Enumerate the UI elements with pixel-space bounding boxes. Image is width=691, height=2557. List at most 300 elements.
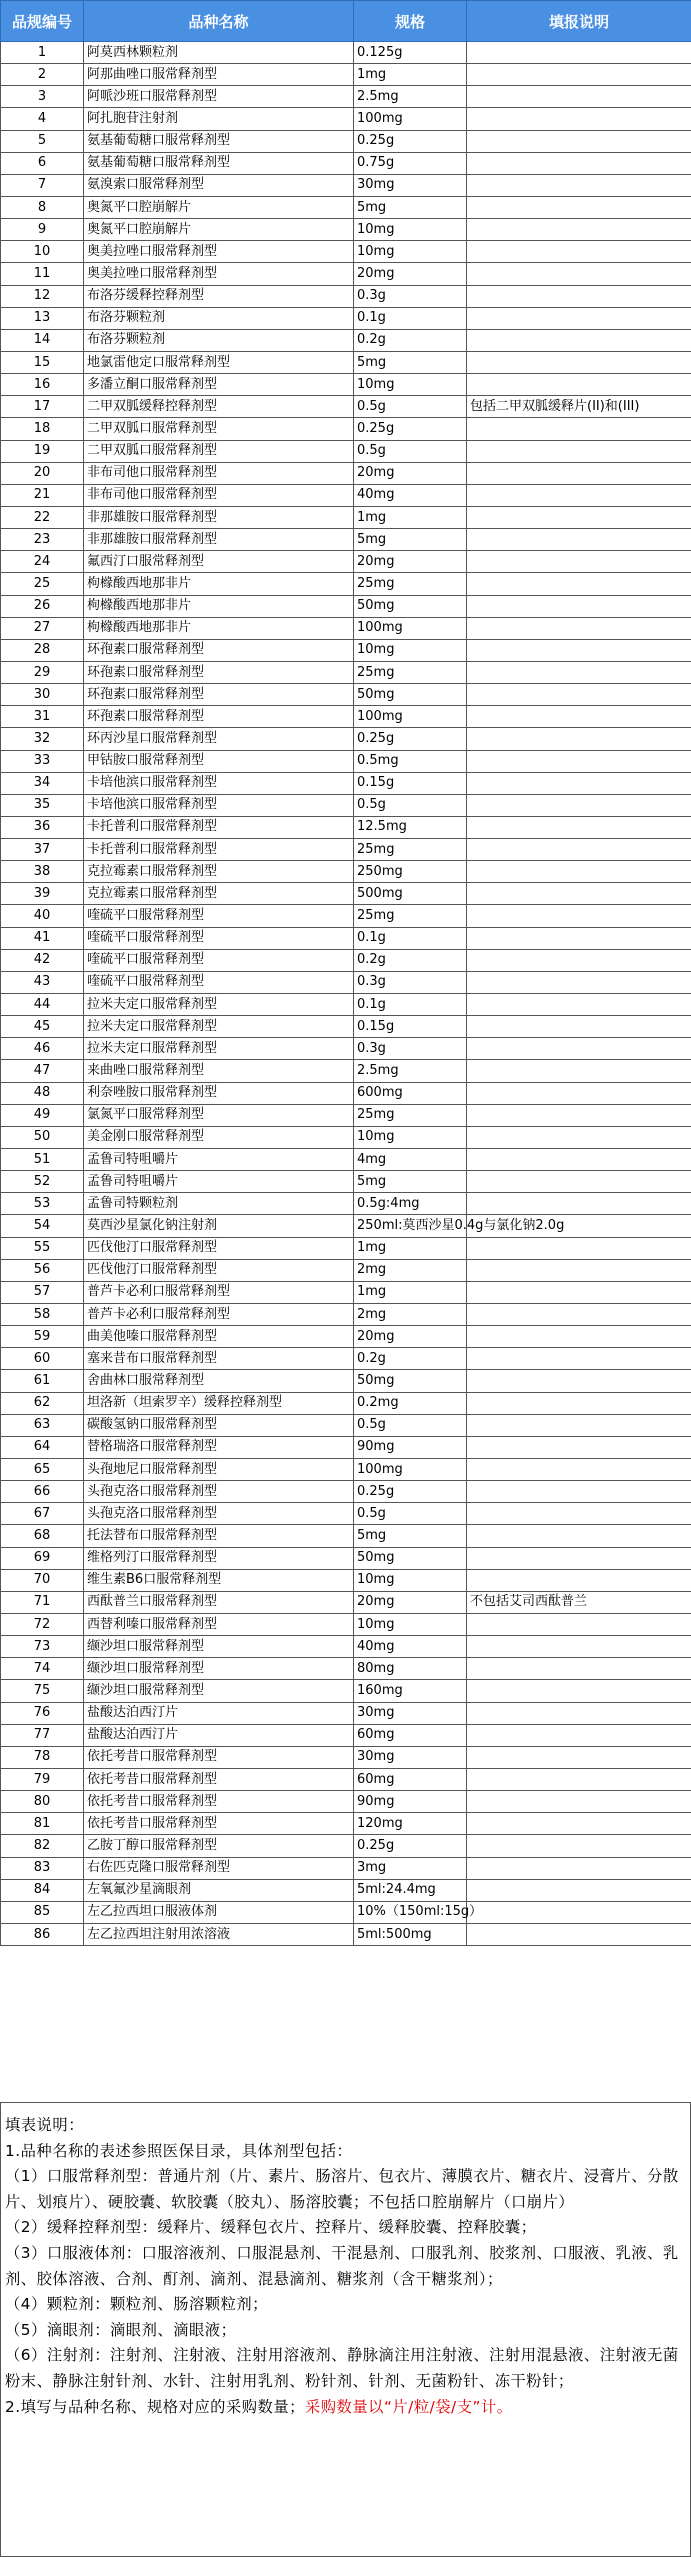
- cell-code: 25: [1, 573, 84, 595]
- table-row: [1, 1038, 691, 1060]
- cell-code: 27: [1, 617, 84, 639]
- cell-code: 40: [1, 905, 84, 927]
- cell-name: 卡托普利口服常释剂型: [84, 816, 354, 838]
- table-row: [1, 396, 691, 418]
- cell-remark: [467, 1636, 691, 1658]
- cell-code: 41: [1, 927, 84, 949]
- cell-spec: 250ml:莫西沙星0.4g与氯化钠2.0g: [354, 1215, 467, 1237]
- cell-code: 76: [1, 1702, 84, 1724]
- table-row: [1, 1746, 691, 1768]
- cell-spec: 1mg: [354, 1237, 467, 1259]
- table-row: [1, 1525, 691, 1547]
- cell-code: 65: [1, 1459, 84, 1481]
- header-remark: 填报说明: [467, 1, 691, 42]
- cell-code: 67: [1, 1503, 84, 1525]
- table-row: [1, 595, 691, 617]
- cell-name: 普芦卡必利口服常释剂型: [84, 1281, 354, 1303]
- table-row: [1, 816, 691, 838]
- cell-name: 喹硫平口服常释剂型: [84, 949, 354, 971]
- cell-name: 西酞普兰口服常释剂型: [84, 1591, 354, 1613]
- table-row: [1, 1060, 691, 1082]
- cell-remark: [467, 351, 691, 373]
- cell-code: 46: [1, 1038, 84, 1060]
- table-row: [1, 1503, 691, 1525]
- cell-remark: [467, 1104, 691, 1126]
- cell-code: 53: [1, 1193, 84, 1215]
- cell-remark: [467, 1038, 691, 1060]
- cell-spec: 0.25g: [354, 130, 467, 152]
- cell-remark: [467, 1658, 691, 1680]
- cell-name: 阿那曲唑口服常释剂型: [84, 64, 354, 86]
- cell-name: 非那雄胺口服常释剂型: [84, 529, 354, 551]
- cell-code: 61: [1, 1370, 84, 1392]
- table-row: [1, 1901, 691, 1923]
- table-row: [1, 794, 691, 816]
- cell-name: 塞来昔布口服常释剂型: [84, 1348, 354, 1370]
- table-row: [1, 1636, 691, 1658]
- cell-name: 环孢素口服常释剂型: [84, 706, 354, 728]
- cell-code: 1: [1, 42, 84, 64]
- cell-remark: 包括二甲双胍缓释片(II)和(III): [467, 396, 691, 418]
- notes-line-6: （5）滴眼剂：滴眼剂、滴眼液；: [5, 2320, 237, 2339]
- cell-remark: [467, 883, 691, 905]
- cell-code: 55: [1, 1237, 84, 1259]
- header-name: 品种名称: [84, 1, 354, 42]
- cell-spec: 500mg: [354, 883, 467, 905]
- table-row: [1, 285, 691, 307]
- cell-spec: 60mg: [354, 1724, 467, 1746]
- cell-name: 莫西沙星氯化钠注射剂: [84, 1215, 354, 1237]
- cell-code: 2: [1, 64, 84, 86]
- cell-spec: 25mg: [354, 905, 467, 927]
- cell-name: 左氧氟沙星滴眼剂: [84, 1879, 354, 1901]
- cell-remark: [467, 1259, 691, 1281]
- notes-line-8a: 2.填写与品种名称、规格对应的采购数量；: [5, 2397, 305, 2416]
- table-row: [1, 1481, 691, 1503]
- cell-remark: [467, 661, 691, 683]
- cell-code: 10: [1, 241, 84, 263]
- cell-spec: 25mg: [354, 1104, 467, 1126]
- cell-code: 81: [1, 1813, 84, 1835]
- table-row: [1, 351, 691, 373]
- cell-remark: [467, 639, 691, 661]
- cell-remark: [467, 1768, 691, 1790]
- cell-spec: 10mg: [354, 1613, 467, 1635]
- cell-code: 12: [1, 285, 84, 307]
- table-row: [1, 639, 691, 661]
- cell-spec: 10mg: [354, 1569, 467, 1591]
- cell-code: 38: [1, 861, 84, 883]
- cell-name: 奥美拉唑口服常释剂型: [84, 241, 354, 263]
- cell-remark: [467, 1304, 691, 1326]
- cell-name: 阿哌沙班口服常释剂型: [84, 86, 354, 108]
- cell-name: 西替利嗪口服常释剂型: [84, 1613, 354, 1635]
- cell-name: 环孢素口服常释剂型: [84, 639, 354, 661]
- cell-name: 利奈唑胺口服常释剂型: [84, 1082, 354, 1104]
- cell-spec: 20mg: [354, 263, 467, 285]
- cell-spec: 12.5mg: [354, 816, 467, 838]
- cell-remark: [467, 484, 691, 506]
- table-row: [1, 196, 691, 218]
- table-row: [1, 86, 691, 108]
- cell-code: 56: [1, 1259, 84, 1281]
- cell-spec: 20mg: [354, 1326, 467, 1348]
- table-row: [1, 241, 691, 263]
- cell-remark: [467, 1193, 691, 1215]
- cell-spec: 50mg: [354, 595, 467, 617]
- cell-code: 74: [1, 1658, 84, 1680]
- table-row: [1, 1613, 691, 1635]
- cell-name: 拉米夫定口服常释剂型: [84, 994, 354, 1016]
- cell-remark: [467, 1459, 691, 1481]
- cell-spec: 10mg: [354, 219, 467, 241]
- table-row: [1, 1304, 691, 1326]
- cell-code: 37: [1, 839, 84, 861]
- cell-remark: [467, 1326, 691, 1348]
- cell-remark: [467, 1923, 691, 1945]
- cell-code: 35: [1, 794, 84, 816]
- cell-spec: 2mg: [354, 1259, 467, 1281]
- cell-spec: 0.25g: [354, 1835, 467, 1857]
- cell-code: 26: [1, 595, 84, 617]
- notes-line-4: （3）口服液体剂：口服溶液剂、口服混悬剂、干混悬剂、口服乳剂、胶浆剂、口服液、乳液、乳剂、胶体溶液、合剂、酊剂、滴剂、混悬滴剂、糖浆剂（含干糖浆剂）；: [5, 2243, 679, 2288]
- cell-name: 舍曲林口服常释剂型: [84, 1370, 354, 1392]
- table-row: [1, 1414, 691, 1436]
- cell-remark: [467, 1082, 691, 1104]
- cell-name: 地氯雷他定口服常释剂型: [84, 351, 354, 373]
- cell-name: 匹伐他汀口服常释剂型: [84, 1237, 354, 1259]
- table-row: [1, 1923, 691, 1945]
- table-row: [1, 1569, 691, 1591]
- cell-spec: 5mg: [354, 196, 467, 218]
- table-row: [1, 927, 691, 949]
- table-row: [1, 1171, 691, 1193]
- cell-name: 孟鲁司特颗粒剂: [84, 1193, 354, 1215]
- table-row: [1, 174, 691, 196]
- cell-code: 82: [1, 1835, 84, 1857]
- cell-code: 60: [1, 1348, 84, 1370]
- cell-code: 36: [1, 816, 84, 838]
- cell-code: 57: [1, 1281, 84, 1303]
- cell-code: 9: [1, 219, 84, 241]
- cell-spec: 5ml:24.4mg: [354, 1879, 467, 1901]
- cell-remark: [467, 241, 691, 263]
- cell-name: 普芦卡必利口服常释剂型: [84, 1304, 354, 1326]
- cell-code: 13: [1, 307, 84, 329]
- cell-name: 布洛芬颗粒剂: [84, 307, 354, 329]
- notes-title: 填表说明：: [5, 2116, 84, 2134]
- cell-spec: 0.1g: [354, 994, 467, 1016]
- table-row: [1, 64, 691, 86]
- cell-name: 奥氮平口腔崩解片: [84, 219, 354, 241]
- cell-code: 69: [1, 1547, 84, 1569]
- cell-remark: [467, 905, 691, 927]
- cell-code: 16: [1, 374, 84, 396]
- cell-remark: [467, 750, 691, 772]
- cell-code: 7: [1, 174, 84, 196]
- cell-remark: [467, 285, 691, 307]
- cell-name: 环孢素口服常释剂型: [84, 661, 354, 683]
- cell-spec: 60mg: [354, 1768, 467, 1790]
- table-row: [1, 1680, 691, 1702]
- cell-code: 75: [1, 1680, 84, 1702]
- table-row: [1, 1326, 691, 1348]
- table-row: [1, 374, 691, 396]
- cell-code: 77: [1, 1724, 84, 1746]
- cell-code: 66: [1, 1481, 84, 1503]
- cell-name: 乙胺丁醇口服常释剂型: [84, 1835, 354, 1857]
- cell-spec: 20mg: [354, 462, 467, 484]
- cell-remark: [467, 1481, 691, 1503]
- cell-remark: [467, 617, 691, 639]
- table-row: [1, 1281, 691, 1303]
- cell-spec: 50mg: [354, 1547, 467, 1569]
- notes-line-3: （2）缓释控释剂型：缓释片、缓释包衣片、控释片、缓释胶囊、控释胶囊；: [5, 2218, 537, 2237]
- table-row: [1, 484, 691, 506]
- table-row: [1, 1459, 691, 1481]
- cell-remark: [467, 1835, 691, 1857]
- cell-spec: 0.2g: [354, 949, 467, 971]
- cell-code: 86: [1, 1923, 84, 1945]
- cell-remark: [467, 1702, 691, 1724]
- cell-remark: [467, 440, 691, 462]
- cell-code: 72: [1, 1613, 84, 1635]
- cell-name: 二甲双胍口服常释剂型: [84, 440, 354, 462]
- table-row: [1, 1149, 691, 1171]
- cell-remark: [467, 329, 691, 351]
- cell-spec: 0.25g: [354, 1481, 467, 1503]
- notes-section: [0, 2102, 691, 2557]
- cell-remark: [467, 1525, 691, 1547]
- cell-remark: [467, 462, 691, 484]
- cell-name: 喹硫平口服常释剂型: [84, 971, 354, 993]
- cell-spec: 20mg: [354, 1591, 467, 1613]
- cell-code: 80: [1, 1791, 84, 1813]
- cell-name: 阿扎胞苷注射剂: [84, 108, 354, 130]
- table-row: [1, 1104, 691, 1126]
- cell-name: 布洛芬颗粒剂: [84, 329, 354, 351]
- cell-spec: 0.75g: [354, 152, 467, 174]
- cell-name: 非那雄胺口服常释剂型: [84, 506, 354, 528]
- cell-remark: [467, 816, 691, 838]
- cell-name: 阿莫西林颗粒剂: [84, 42, 354, 64]
- table-row: [1, 617, 691, 639]
- cell-code: 83: [1, 1857, 84, 1879]
- table-row: [1, 506, 691, 528]
- cell-name: 缬沙坦口服常释剂型: [84, 1658, 354, 1680]
- cell-remark: [467, 971, 691, 993]
- cell-spec: 0.5g:4mg: [354, 1193, 467, 1215]
- cell-remark: [467, 219, 691, 241]
- cell-spec: 120mg: [354, 1813, 467, 1835]
- cell-remark: [467, 1281, 691, 1303]
- cell-remark: [467, 1392, 691, 1414]
- table-row: [1, 883, 691, 905]
- cell-code: 59: [1, 1326, 84, 1348]
- cell-remark: [467, 1680, 691, 1702]
- cell-remark: [467, 1879, 691, 1901]
- cell-spec: 160mg: [354, 1680, 467, 1702]
- cell-remark: [467, 1791, 691, 1813]
- cell-remark: [467, 1171, 691, 1193]
- cell-remark: [467, 772, 691, 794]
- table-row: [1, 994, 691, 1016]
- notes-line-1: 1.品种名称的表述参照医保目录，具体剂型包括：: [5, 2141, 353, 2160]
- cell-code: 14: [1, 329, 84, 351]
- cell-spec: 5mg: [354, 1171, 467, 1193]
- cell-name: 枸橼酸西地那非片: [84, 617, 354, 639]
- cell-name: 氯氮平口服常释剂型: [84, 1104, 354, 1126]
- notes-line-8: [5, 2395, 686, 2421]
- cell-name: 维生素B6口服常释剂型: [84, 1569, 354, 1591]
- table-row: [1, 1813, 691, 1835]
- cell-code: 42: [1, 949, 84, 971]
- cell-spec: 0.2g: [354, 1348, 467, 1370]
- table-row: [1, 152, 691, 174]
- cell-remark: [467, 1746, 691, 1768]
- cell-name: 拉米夫定口服常释剂型: [84, 1016, 354, 1038]
- cell-code: 15: [1, 351, 84, 373]
- cell-remark: [467, 1503, 691, 1525]
- cell-spec: 0.25g: [354, 418, 467, 440]
- cell-remark: [467, 1724, 691, 1746]
- cell-name: 奥美拉唑口服常释剂型: [84, 263, 354, 285]
- cell-spec: 40mg: [354, 1636, 467, 1658]
- table-row: [1, 750, 691, 772]
- table-row: [1, 772, 691, 794]
- table-row: [1, 1879, 691, 1901]
- table-row: [1, 573, 691, 595]
- cell-name: 卡培他滨口服常释剂型: [84, 794, 354, 816]
- cell-spec: 2.5mg: [354, 86, 467, 108]
- table-row: [1, 1658, 691, 1680]
- notes-line-5: （4）颗粒剂：颗粒剂、肠溶颗粒剂；: [5, 2295, 268, 2314]
- cell-name: 氨溴索口服常释剂型: [84, 174, 354, 196]
- cell-code: 54: [1, 1215, 84, 1237]
- cell-name: 卡托普利口服常释剂型: [84, 839, 354, 861]
- cell-remark: [467, 42, 691, 64]
- cell-code: 6: [1, 152, 84, 174]
- table-row: [1, 1082, 691, 1104]
- cell-spec: 0.2g: [354, 329, 467, 351]
- cell-name: 多潘立酮口服常释剂型: [84, 374, 354, 396]
- cell-code: 45: [1, 1016, 84, 1038]
- table-row: [1, 1702, 691, 1724]
- cell-code: 84: [1, 1879, 84, 1901]
- cell-remark: [467, 64, 691, 86]
- cell-code: 4: [1, 108, 84, 130]
- cell-code: 18: [1, 418, 84, 440]
- cell-code: 33: [1, 750, 84, 772]
- cell-name: 托法替布口服常释剂型: [84, 1525, 354, 1547]
- cell-name: 依托考昔口服常释剂型: [84, 1791, 354, 1813]
- cell-code: 22: [1, 506, 84, 528]
- cell-remark: [467, 551, 691, 573]
- cell-remark: [467, 196, 691, 218]
- cell-spec: 50mg: [354, 1370, 467, 1392]
- cell-spec: 10mg: [354, 241, 467, 263]
- cell-remark: [467, 263, 691, 285]
- cell-spec: 25mg: [354, 573, 467, 595]
- table-row: [1, 1791, 691, 1813]
- cell-spec: 1mg: [354, 506, 467, 528]
- table-body: [1, 42, 691, 1946]
- cell-remark: [467, 130, 691, 152]
- cell-code: 3: [1, 86, 84, 108]
- cell-remark: [467, 1126, 691, 1148]
- table-row: [1, 971, 691, 993]
- cell-spec: 20mg: [354, 551, 467, 573]
- cell-code: 51: [1, 1149, 84, 1171]
- cell-spec: 0.5g: [354, 1414, 467, 1436]
- cell-remark: [467, 1370, 691, 1392]
- cell-code: 70: [1, 1569, 84, 1591]
- cell-remark: [467, 1857, 691, 1879]
- cell-code: 47: [1, 1060, 84, 1082]
- cell-code: 58: [1, 1304, 84, 1326]
- cell-remark: [467, 949, 691, 971]
- cell-spec: 0.3g: [354, 1038, 467, 1060]
- cell-spec: 25mg: [354, 839, 467, 861]
- cell-code: 21: [1, 484, 84, 506]
- cell-name: 美金刚口服常释剂型: [84, 1126, 354, 1148]
- cell-spec: 30mg: [354, 1746, 467, 1768]
- table-row: [1, 1547, 691, 1569]
- cell-name: 盐酸达泊西汀片: [84, 1702, 354, 1724]
- cell-remark: [467, 994, 691, 1016]
- cell-remark: [467, 1348, 691, 1370]
- cell-name: 依托考昔口服常释剂型: [84, 1768, 354, 1790]
- cell-spec: 600mg: [354, 1082, 467, 1104]
- cell-spec: 10mg: [354, 1126, 467, 1148]
- cell-code: 71: [1, 1591, 84, 1613]
- table-row: [1, 418, 691, 440]
- cell-code: 49: [1, 1104, 84, 1126]
- table-row: [1, 462, 691, 484]
- cell-code: 32: [1, 728, 84, 750]
- cell-name: 缬沙坦口服常释剂型: [84, 1636, 354, 1658]
- cell-remark: [467, 374, 691, 396]
- table-row: [1, 1768, 691, 1790]
- cell-name: 拉米夫定口服常释剂型: [84, 1038, 354, 1060]
- cell-spec: 5mg: [354, 529, 467, 551]
- cell-code: 34: [1, 772, 84, 794]
- cell-spec: 25mg: [354, 661, 467, 683]
- cell-code: 68: [1, 1525, 84, 1547]
- cell-spec: 5ml:500mg: [354, 1923, 467, 1945]
- cell-name: 坦洛新（坦索罗辛）缓释控释剂型: [84, 1392, 354, 1414]
- cell-remark: [467, 307, 691, 329]
- cell-code: 44: [1, 994, 84, 1016]
- cell-code: 24: [1, 551, 84, 573]
- cell-name: 克拉霉素口服常释剂型: [84, 861, 354, 883]
- table-row: [1, 1724, 691, 1746]
- table-row: [1, 661, 691, 683]
- cell-name: 非布司他口服常释剂型: [84, 484, 354, 506]
- cell-spec: 3mg: [354, 1857, 467, 1879]
- cell-code: 39: [1, 883, 84, 905]
- table-row: [1, 440, 691, 462]
- cell-spec: 4mg: [354, 1149, 467, 1171]
- cell-remark: [467, 418, 691, 440]
- cell-spec: 1mg: [354, 1281, 467, 1303]
- cell-remark: [467, 174, 691, 196]
- table-row: [1, 108, 691, 130]
- cell-name: 盐酸达泊西汀片: [84, 1724, 354, 1746]
- cell-code: 11: [1, 263, 84, 285]
- cell-code: 23: [1, 529, 84, 551]
- cell-remark: [467, 706, 691, 728]
